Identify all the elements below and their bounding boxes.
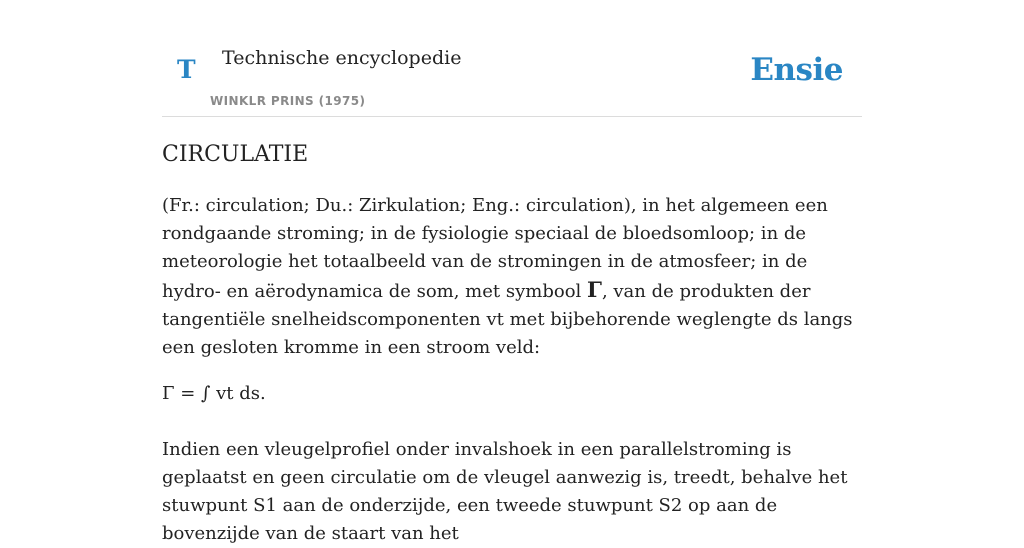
- article-paragraph-2: Indien een vleugelprofiel onder invalshoek in een parallelstroming is geplaatst en geen circulatie om de vleugel aanwezig is, treedt, behalve het stuwpunt S1 aan de onderzijde, een tweede stuwpunt S2 op aan de bovenzijde van de staart van het: [162, 439, 848, 544]
- ensie-logo[interactable]: Ensie: [750, 52, 843, 88]
- gamma-symbol: Γ: [587, 277, 602, 302]
- book-title[interactable]: Technische encyclopedie: [222, 47, 462, 69]
- book-logo-icon[interactable]: T: [177, 55, 196, 84]
- article-title: CIRCULATIE: [162, 142, 309, 167]
- article: [162, 138, 862, 548]
- article-paragraph-1: [162, 192, 862, 362]
- circulation-formula: Γ = ∫ vt ds.: [162, 383, 266, 404]
- paragraph-1-text-start: (Fr.: circulation; Du.: Zirkulation; Eng.: circulation), in het algemeen een rondgaande stroming; in de fysiologie speciaal de bloedsomloop; in de meteorologie het totaalbeeld van de stromingen in de atmosfeer; in de hydro- en aërodynamica de som, met symbool: [162, 195, 828, 302]
- paragraph-1-text-end: , van de produkten der tangentiële snelheidscomponenten vt met bijbehorende weglengte ds langs een gesloten kromme in een stroom veld:: [162, 281, 853, 358]
- book-subtitle: WINKLR PRINS (1975): [210, 94, 366, 108]
- header: [162, 0, 862, 117]
